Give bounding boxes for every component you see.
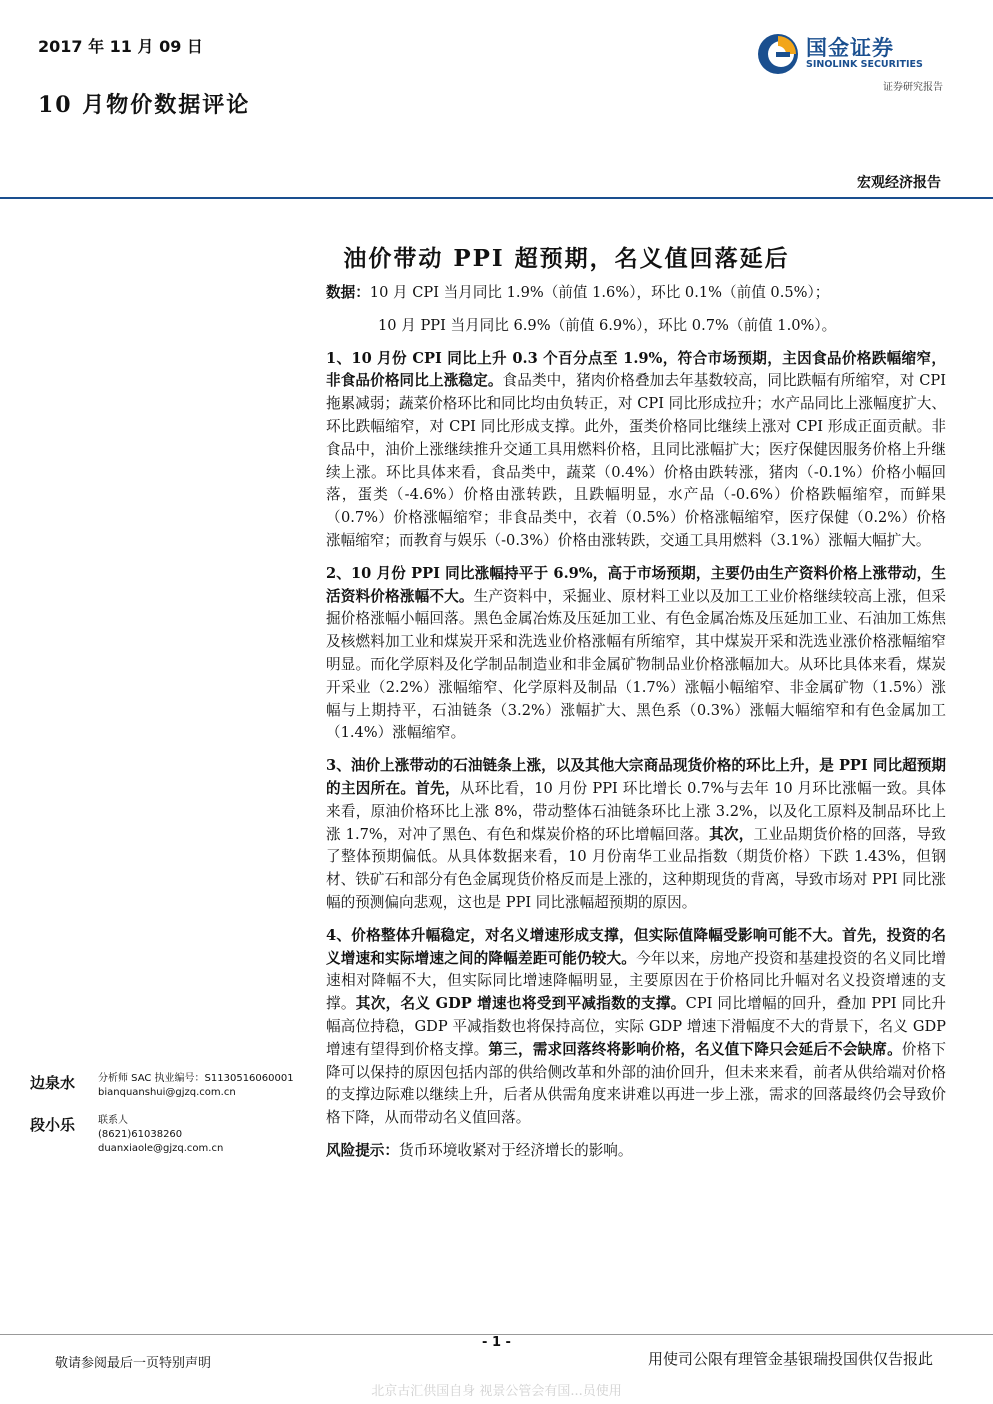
paragraph-ppi: 2、10 月份 PPI 同比涨幅持平于 6.9%，高于市场预期，主要仍由生产资料价格上涨带动，生活资料价格涨幅不大。生产资料中，采掘业、原材料工业以及加工工业价格继续较高上涨，但采掘价格涨幅小幅回落。黑色金属冶炼及压延加工业、有色金属冶炼及压延加工业、石油加工炼焦及核燃料加工业和煤炭开采和洗选业价格涨幅有所缩窄，其中煤炭开采和洗选业涨价格涨幅缩窄明显。而化学原料及化学制品制造业和非金属矿物制品业价格涨幅加大。从环比具体来看，煤炭开采业（2.2%）涨幅缩窄、化学原料及制品（1.7%）涨幅小幅缩窄、非金属矿物（1.5%）涨幅与上期持平，石油链条（3.2%）涨幅扩大、黑色系（0.3%）涨幅大幅缩窄和有色金属加工（1.4%）涨幅缩窄。 (326, 564, 946, 742)
risk-warning: 风险提示：货币环境收紧对于经济增长的影响。 (326, 1141, 633, 1159)
main-title: 油价带动 PPI 超预期，名义值回落延后 (343, 245, 790, 272)
paragraph-cpi: 1、10 月份 CPI 同比上升 0.3 个百分点至 1.9%，符合市场预期，主因食品价格跌幅缩窄，非食品价格同比上涨稳定。食品类中，猪肉价格叠加去年基数较高，同比跌幅有所缩窄，对 CPI 拖累减弱；蔬菜价格环比和同比均由负转正，对 CPI 同比形成拉升；水产品同比上涨幅度扩大、环比跌幅缩窄，对 CPI 同比形成支撑。此外，蛋类价格同比继续上涨对 CPI 形成正面贡献。非食品中，油价上涨继续推升交通工具用燃料价格，且同比涨幅扩大；医疗保健因服务价格上升继续上涨。环比具体来看，食品类中，蔬菜（0.4%）价格由跌转涨，猪肉（-0.1%）价格小幅回落，蛋类（-4.6%）价格由涨转跌，且跌幅明显，水产品（-0.6%）价格跌幅缩窄，而鲜果（0.7%）价格涨幅缩窄；非食品类中，衣着（0.5%）价格涨幅缩窄，医疗保健（0.2%）价格涨幅缩窄；而教育与娱乐（-0.3%）价格由涨转跌，交通工具用燃料（3.1%）涨幅大幅扩大。 (326, 349, 946, 549)
research-label: 证券研究报告 (883, 82, 943, 93)
logo-english-text: SINOLINK SECURITIES (806, 59, 923, 70)
header-divider (0, 197, 993, 199)
footer-notice: 用使司公限有理管金基银瑞投国供仅告报此 (647, 1350, 933, 1368)
logo-chinese-text: 国金证券 (806, 36, 894, 60)
author-role: 联系人 (98, 1115, 128, 1126)
author-entry (30, 1072, 310, 1100)
logo-mark-icon (756, 30, 802, 76)
page-number: - 1 - (482, 1335, 511, 1350)
data-line-ppi: 10 月 PPI 当月同比 6.9%（前值 6.9%），环比 0.7%（前值 1.0%）。 (378, 316, 837, 334)
watermark-text: 北京古汇供国自身 视景公管会有国...员使用 (371, 1384, 622, 1399)
footer-disclaimer: 敬请参阅最后一页特别声明 (55, 1356, 212, 1371)
author-name: 段小乐 (30, 1116, 76, 1134)
report-title: 10 月物价数据评论 (38, 92, 251, 118)
author-list (30, 1072, 310, 1170)
report-type-label: 宏观经济报告 (857, 175, 941, 191)
author-name: 边泉水 (30, 1074, 76, 1092)
report-body (326, 282, 946, 1173)
author-role: 分析师 SAC 执业编号：S1130516060001 (98, 1073, 294, 1084)
author-email[interactable]: bianquanshui@gjzq.com.cn (98, 1087, 236, 1098)
author-email[interactable]: duanxiaole@gjzq.com.cn (98, 1143, 224, 1154)
author-phone: (8621)61038260 (98, 1129, 183, 1140)
sinolink-logo (756, 30, 948, 80)
report-date: 2017 年 11 月 09 日 (38, 37, 203, 56)
data-label: 数据： (326, 284, 370, 301)
paragraph-nominal: 4、价格整体升幅稳定，对名义增速形成支撑，但实际值降幅受影响可能不大。首先，投资的名义增速和实际增速之间的降幅差距可能仍较大。今年以来，房地产投资和基建投资的名义同比增速相对降幅不大，但实际同比增速降幅明显，主要原因在于价格同比升幅对名义投资增速的支撑。其次，名义 GDP 增速也将受到平减指数的支撑。CPI 同比增幅的回升，叠加 PPI 同比升幅高位持稳，GDP 平减指数也将保持高位，实际 GDP 增速下滑幅度不大的背景下，名义 GDP 增速有望得到价格支撑。第三，需求回落终将影响价格，名义值下降只会延后不会缺席。价格下降可以保持的原因包括内部的供给侧改革和外部的油价回升，但未来来看，前者从供给端对价格的支撑边际难以继续上升，后者从供需角度来讲难以再进一步上涨，需求的回落最终仍会导致价格下降，从而带动名义值回落。 (326, 926, 946, 1127)
author-entry (30, 1114, 310, 1156)
data-line-cpi: 数据：10 月 CPI 当月同比 1.9%（前值 1.6%），环比 0.1%（前值 0.5%）； (326, 284, 830, 301)
paragraph-oil: 3、油价上涨带动的石油链条上涨，以及其他大宗商品现货价格的环比上升，是 PPI 同比超预期的主因所在。首先，从环比看，10 月份 PPI 环比增长 0.7%与去年 10 月环比涨幅一致。具体来看，原油价格环比上涨 8%，带动整体石油链条环比上涨 3.2%，以及化工原料及制品环比上涨 1.7%，对冲了黑色、有色和煤炭价格的环比增幅回落。其次，工业品期货价格的回落，导致了整体预期偏低。从具体数据来看，10 月份南华工业品指数（期货价格）下跌 1.43%，但钢材、铁矿石和部分有色金属现货价格反而是上涨的，这种期现货的背离，导致市场对 PPI 同比涨幅的预测偏向悲观，这也是 PPI 同比涨幅超预期的原因。 (326, 757, 946, 911)
